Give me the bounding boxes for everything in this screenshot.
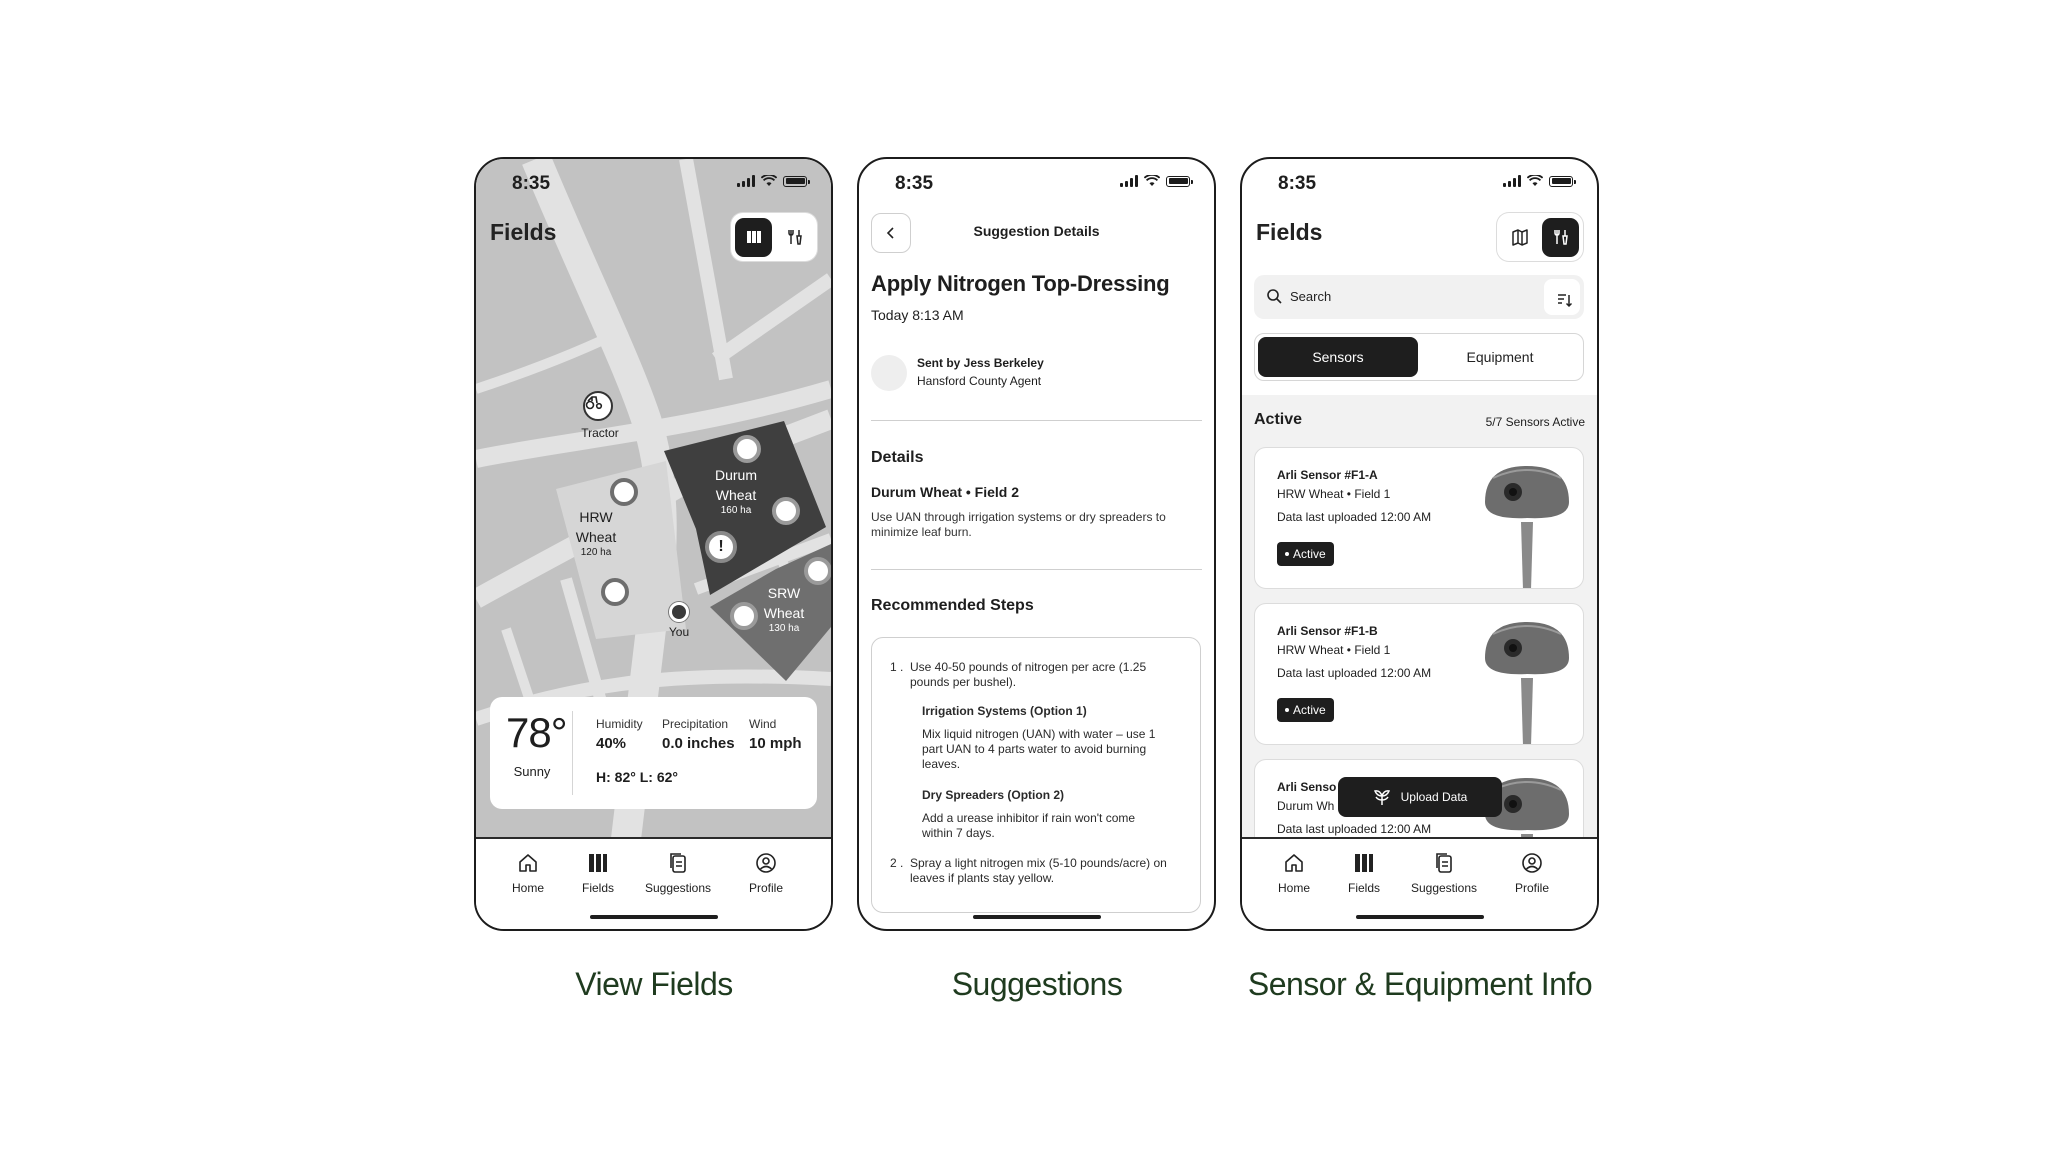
suggestion-time: Today 8:13 AM <box>871 307 964 323</box>
precipitation-value: 0.0 inches <box>662 735 735 752</box>
field-area: 130 ha <box>768 623 800 634</box>
tab-home[interactable] <box>488 851 568 895</box>
equipment-view-button[interactable] <box>776 218 813 257</box>
sensor-field: HRW Wheat • Field 1 <box>1277 487 1391 501</box>
tab-bar <box>1242 837 1597 929</box>
battery-icon <box>783 176 807 187</box>
sensor-name: Arli Sensor #F1-B <box>1277 624 1378 638</box>
sensor-field: Durum Wh <box>1277 799 1335 813</box>
humidity-stat <box>596 717 643 752</box>
map-icon <box>744 227 764 247</box>
search-input[interactable] <box>1254 275 1584 319</box>
segment-sensors[interactable]: Sensors <box>1258 337 1418 377</box>
home-icon <box>516 851 540 875</box>
sensor-upload-time: Data last uploaded 12:00 AM <box>1277 666 1432 680</box>
step-number: 1 . <box>890 660 904 674</box>
segment-equipment[interactable]: Equipment <box>1466 349 1534 365</box>
sensor-pin[interactable] <box>730 602 758 630</box>
sender-name: Sent by Jess Berkeley <box>917 356 1044 370</box>
suggestion-screen <box>857 157 1216 931</box>
upload-data-toast[interactable] <box>1338 777 1502 817</box>
status-label: Active <box>1293 547 1326 561</box>
page-title: Fields <box>1256 219 1323 245</box>
you-label: You <box>668 625 690 639</box>
field-name-line1: Durum <box>714 467 757 483</box>
tab-label: Fields <box>1347 881 1380 895</box>
suggestion-title: Apply Nitrogen Top-Dressing <box>871 271 1170 296</box>
home-indicator <box>973 915 1101 919</box>
map-icon <box>1510 227 1530 247</box>
caption-suggestions: Suggestions <box>951 966 1123 1002</box>
tab-suggestions[interactable] <box>1404 851 1484 895</box>
alert-icon: ! <box>718 538 724 555</box>
segment-control <box>1254 333 1584 381</box>
divider <box>871 569 1202 570</box>
divider <box>572 711 573 795</box>
sensor-image <box>1481 618 1573 745</box>
field-name-line2: Wheat <box>575 529 617 545</box>
sensors-screen <box>1240 157 1599 931</box>
sensor-name: Arli Senso <box>1277 780 1337 794</box>
field-label-hrw[interactable] <box>568 507 624 559</box>
home-icon <box>1282 851 1306 875</box>
field-area: 120 ha <box>580 547 612 558</box>
wind-label: Wind <box>749 717 777 731</box>
field-label-srw[interactable] <box>756 583 812 635</box>
status-badge <box>1277 542 1334 566</box>
status-bar <box>1242 159 1597 205</box>
precipitation-label: Precipitation <box>662 717 729 731</box>
sensor-card[interactable] <box>1254 603 1584 745</box>
tab-profile[interactable] <box>1492 851 1572 895</box>
option-heading: Irrigation Systems (Option 1) <box>922 704 1087 718</box>
field-name-line1: HRW <box>579 509 613 525</box>
battery-icon <box>1549 176 1573 187</box>
suggestions-icon <box>666 851 690 875</box>
status-icons <box>1503 175 1573 187</box>
status-time: 8:35 <box>512 173 551 194</box>
option-text: Mix liquid nitrogen (UAN) with water – use 1 part UAN to 4 parts water to avoid burning leaves. <box>922 727 1156 771</box>
tractor-label: Tractor <box>581 426 619 440</box>
humidity-value: 40% <box>596 735 627 752</box>
status-time: 8:35 <box>895 173 934 194</box>
sensor-card[interactable] <box>1254 447 1584 589</box>
page-title: Fields <box>490 219 557 245</box>
tab-label: Suggestions <box>644 881 712 895</box>
sensor-pin[interactable] <box>601 578 629 606</box>
fields-map-screen <box>474 157 833 931</box>
active-count: 5/7 Sensors Active <box>1485 415 1585 429</box>
map-view-button[interactable] <box>735 218 772 257</box>
wifi-icon <box>1144 175 1160 187</box>
tab-label: Home <box>511 881 544 895</box>
nav-title: Suggestion Details <box>973 223 1100 239</box>
signal-icon <box>1120 175 1138 187</box>
alert-pin[interactable] <box>705 531 737 563</box>
tab-label: Home <box>1277 881 1310 895</box>
field-name-line2: Wheat <box>763 605 805 621</box>
tools-icon <box>785 227 805 247</box>
current-location-dot <box>669 602 689 622</box>
field-name-line1: SRW <box>767 585 801 601</box>
recommended-steps <box>871 637 1201 913</box>
field-name-line2: Wheat <box>715 487 757 503</box>
profile-icon <box>1520 851 1544 875</box>
active-heading: Active <box>1254 411 1303 428</box>
caption-sensor-equipment: Sensor & Equipment Info <box>1247 966 1593 1002</box>
weather-condition: Sunny <box>513 764 551 779</box>
field-label-durum[interactable] <box>704 465 768 517</box>
sort-button[interactable] <box>1544 279 1580 315</box>
caption-view-fields: View Fields <box>575 966 733 1002</box>
tab-profile[interactable] <box>726 851 806 895</box>
tab-suggestions[interactable] <box>638 851 718 895</box>
tools-icon <box>1551 227 1571 247</box>
sort-icon <box>1556 292 1572 308</box>
search-placeholder: Search <box>1290 289 1332 304</box>
step-number: 2 . <box>890 856 904 870</box>
temperature: 78° <box>506 709 567 756</box>
tab-label: Fields <box>581 881 614 895</box>
tab-label: Suggestions <box>1410 881 1478 895</box>
step-text: Use 40-50 pounds of nitrogen per acre (1.25 pounds per bushel). <box>910 660 1147 689</box>
tab-label: Profile <box>1514 881 1549 895</box>
wind-stat <box>749 717 802 752</box>
status-bar <box>859 159 1214 205</box>
view-toggle <box>1497 213 1583 261</box>
signal-icon <box>737 175 755 187</box>
tab-home[interactable] <box>1254 851 1334 895</box>
suggestions-icon <box>1432 851 1456 875</box>
status-icons <box>1120 175 1190 187</box>
sensor-pin[interactable] <box>772 497 800 525</box>
suggestion-description: Use UAN through irrigation systems or dry spreaders to minimize leaf burn. <box>871 510 1166 539</box>
profile-icon <box>754 851 778 875</box>
sprout-icon <box>1373 788 1391 806</box>
step-text: Spray a light nitrogen mix (5-10 pounds/acre) on leaves if plants stay yellow. <box>910 856 1167 885</box>
sensor-image <box>1481 462 1573 589</box>
view-toggle <box>731 213 817 261</box>
divider <box>871 420 1202 421</box>
equipment-view-button[interactable] <box>1542 218 1579 257</box>
status-label: Active <box>1293 703 1326 717</box>
tractor-icon[interactable] <box>583 391 613 421</box>
status-time: 8:35 <box>1278 173 1317 194</box>
suggestion-field: Durum Wheat • Field 2 <box>871 484 1020 500</box>
sensor-field: HRW Wheat • Field 1 <box>1277 643 1391 657</box>
map-view-button[interactable] <box>1501 218 1538 257</box>
sender-role: Hansford County Agent <box>917 374 1042 388</box>
signal-icon <box>1503 175 1521 187</box>
sensor-pin[interactable] <box>804 557 831 585</box>
status-bar <box>476 159 831 205</box>
sensor-pin[interactable] <box>610 478 638 506</box>
status-icons <box>737 175 807 187</box>
home-indicator <box>1356 915 1484 919</box>
status-badge <box>1277 698 1334 722</box>
weather-card <box>490 697 817 809</box>
wifi-icon <box>761 175 777 187</box>
toast-label: Upload Data <box>1400 790 1468 804</box>
home-indicator <box>590 915 718 919</box>
wifi-icon <box>1527 175 1543 187</box>
sensor-upload-time: Data last uploaded 12:00 AM <box>1277 510 1432 524</box>
field-area: 160 ha <box>720 505 752 516</box>
sensor-pin[interactable] <box>733 435 761 463</box>
search-icon <box>1266 288 1282 304</box>
option-text: Add a urease inhibitor if rain won't come within 7 days. <box>922 811 1136 840</box>
tab-fields[interactable] <box>558 851 638 895</box>
battery-icon <box>1166 176 1190 187</box>
humidity-label: Humidity <box>596 717 643 731</box>
precipitation-stat <box>662 717 735 752</box>
fields-icon <box>1352 851 1376 875</box>
tab-label: Profile <box>748 881 783 895</box>
tab-fields[interactable] <box>1324 851 1404 895</box>
sensor-name: Arli Sensor #F1-A <box>1277 468 1378 482</box>
sensor-upload-time: Data last uploaded 12:00 AM <box>1277 822 1432 836</box>
high-low: H: 82° L: 62° <box>596 769 678 785</box>
details-heading: Details <box>871 449 924 466</box>
wind-value: 10 mph <box>749 735 802 752</box>
tab-bar <box>476 837 831 929</box>
steps-heading: Recommended Steps <box>871 597 1034 614</box>
avatar <box>871 355 907 391</box>
fields-icon <box>586 851 610 875</box>
option-heading: Dry Spreaders (Option 2) <box>922 788 1065 802</box>
